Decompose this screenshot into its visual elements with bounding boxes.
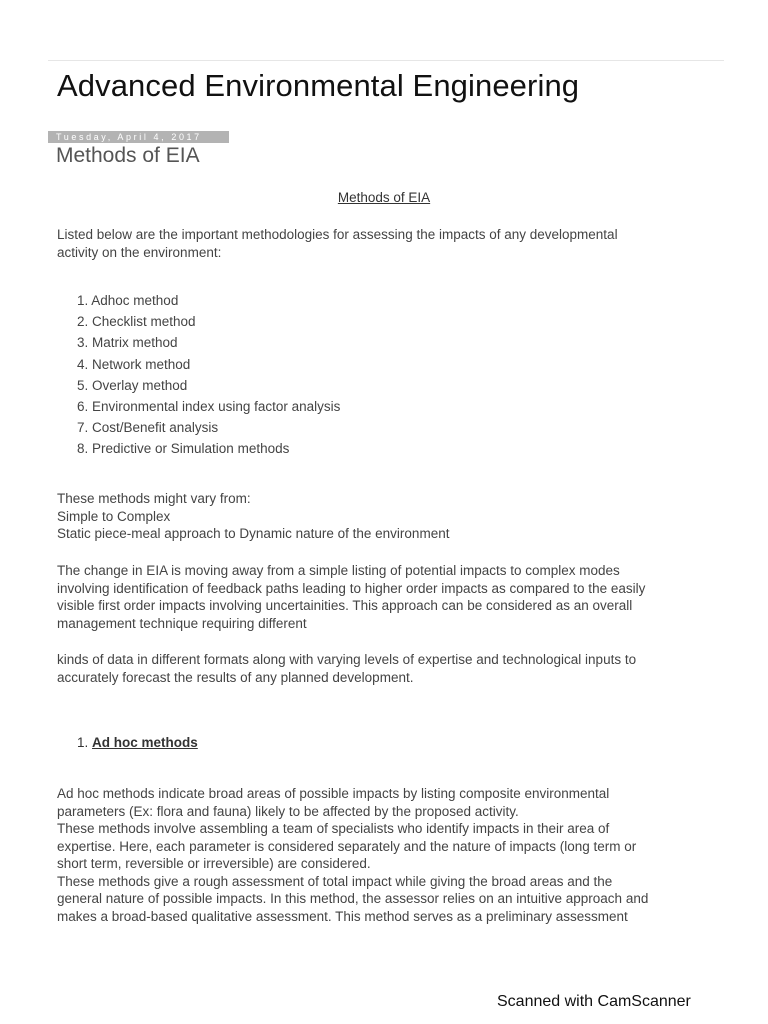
- kinds-line: kinds of data in different formats along with varying levels of expertise and technological inputs to: [57, 652, 637, 667]
- kinds-paragraph: [57, 651, 727, 686]
- intro-line: Listed below are the important methodologies for assessing the impacts of any developmental: [57, 227, 618, 242]
- adhoc-line: expertise. Here, each parameter is considered separately and the nature of impacts (long term or: [57, 838, 637, 854]
- change-line: visible first order impacts involving uncertainities. This approach can be considered as an overall: [57, 598, 633, 613]
- adhoc-heading-link[interactable]: Ad hoc methods: [92, 735, 198, 750]
- change-line: involving identification of feedback paths leading to higher order impacts as compared to the easily: [57, 580, 646, 596]
- method-item: 6. Environmental index using factor analysis: [77, 398, 341, 414]
- change-paragraph: [57, 562, 727, 632]
- header-divider: [48, 60, 724, 61]
- change-line: management technique requiring different: [57, 615, 307, 631]
- adhoc-heading-number: 1.: [77, 735, 89, 750]
- method-item: 7. Cost/Benefit analysis: [77, 420, 219, 436]
- adhoc-paragraph: [57, 785, 727, 925]
- variation-line: These methods might vary from:: [57, 491, 251, 506]
- variation-paragraph: [57, 490, 727, 543]
- method-item: 3. Matrix method: [77, 335, 178, 351]
- method-item: 4. Network method: [77, 356, 191, 372]
- variation-line: Simple to Complex: [57, 508, 171, 524]
- variation-line: Static piece-meal approach to Dynamic nature of the environment: [57, 526, 450, 541]
- method-item: 5. Overlay method: [77, 377, 188, 393]
- method-item: 8. Predictive or Simulation methods: [77, 441, 290, 457]
- adhoc-line: short term, reversible or irreversible) are considered.: [57, 856, 371, 871]
- adhoc-heading: [77, 735, 198, 750]
- article-heading: Methods of EIA: [337, 190, 431, 205]
- adhoc-line: These methods give a rough assessment of total impact while giving the broad areas and the: [57, 873, 613, 889]
- intro-line: activity on the environment:: [57, 244, 222, 260]
- adhoc-line: Ad hoc methods indicate broad areas of possible impacts by listing composite environmental: [57, 786, 610, 801]
- method-item: 2. Checklist method: [77, 314, 196, 330]
- methods-list: [77, 292, 340, 462]
- blog-title[interactable]: Advanced Environmental Engineering: [57, 68, 580, 103]
- post-date-badge: Tuesday, April 4, 2017: [48, 131, 229, 143]
- scanner-watermark: Scanned with CamScanner: [497, 993, 691, 1010]
- adhoc-line: parameters (Ex: flora and fauna) likely to be affected by the proposed activity.: [57, 803, 519, 819]
- method-item: 1. Adhoc method: [77, 293, 179, 308]
- adhoc-line: These methods involve assembling a team of specialists who identify impacts in their area of: [57, 821, 610, 836]
- intro-paragraph: [57, 226, 727, 261]
- post-title[interactable]: Methods of EIA: [56, 144, 200, 167]
- adhoc-line: general nature of possible impacts. In this method, the assessor relies on an intuitive approach and: [57, 891, 649, 906]
- adhoc-line: makes a broad-based qualitative assessment. This method serves as a preliminary assessment: [57, 908, 628, 924]
- kinds-line: accurately forecast the results of any planned development.: [57, 669, 414, 685]
- change-line: The change in EIA is moving away from a simple listing of potential impacts to complex modes: [57, 563, 620, 578]
